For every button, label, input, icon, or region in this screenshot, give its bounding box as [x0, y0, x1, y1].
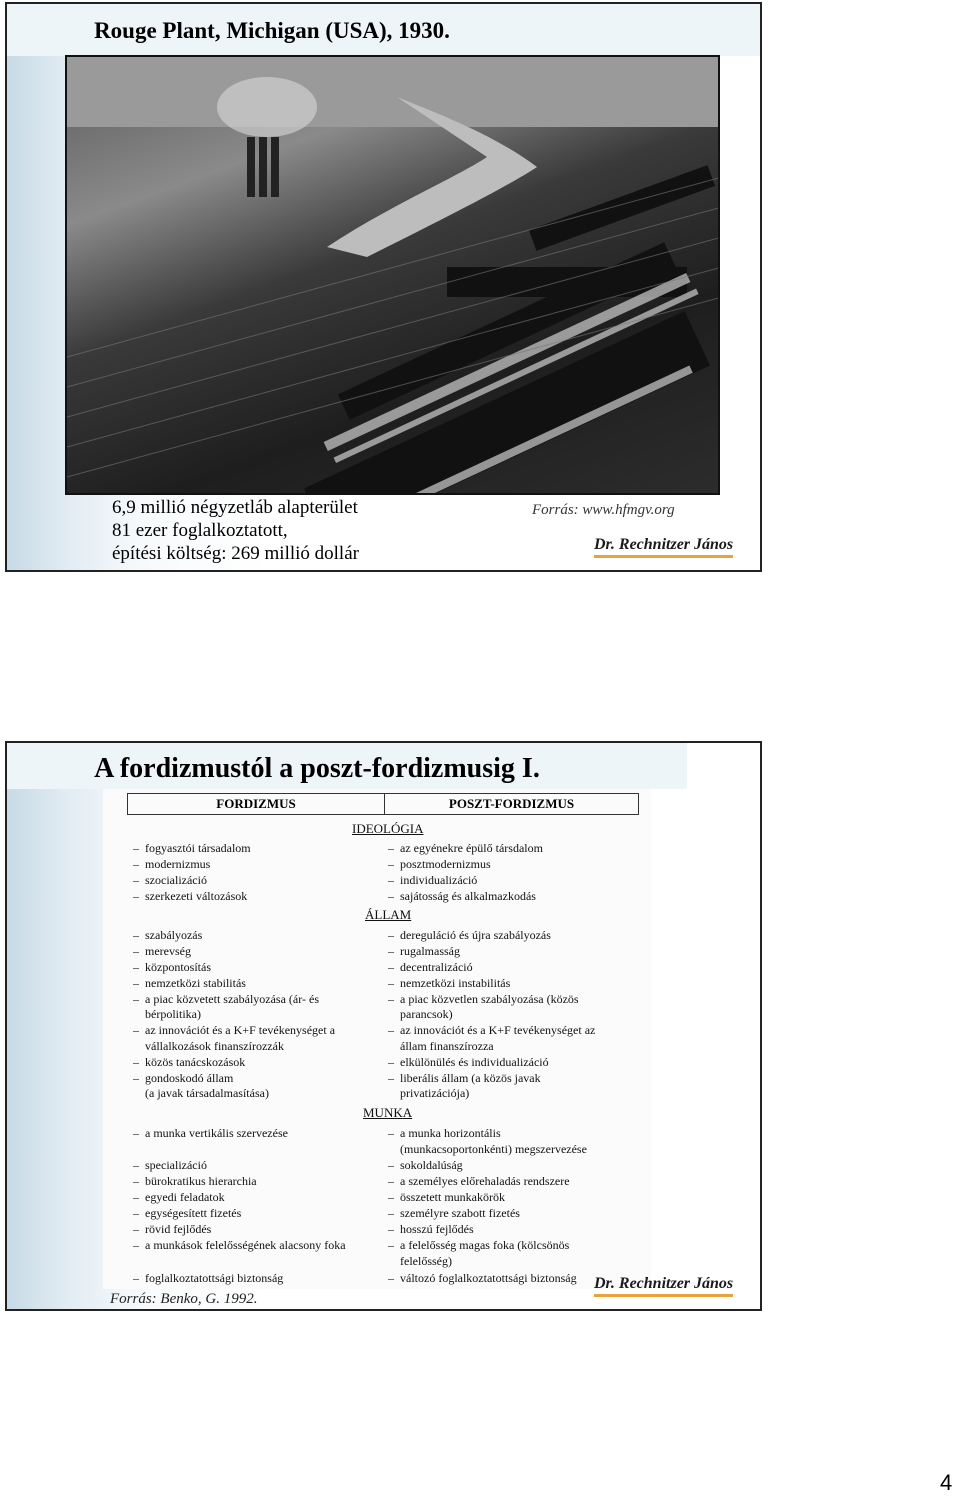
table-row: – liberális állam (a közös javak: [388, 1071, 541, 1085]
table-row: – bürokratikus hierarchia: [133, 1174, 257, 1188]
table-row: – decentralizáció: [388, 960, 473, 974]
caption-line: 6,9 millió négyzetláb alapterület: [112, 497, 358, 518]
caption-line: építési költség: 269 millió dollár: [112, 543, 359, 564]
author-name: Dr. Rechnitzer János: [594, 536, 733, 558]
table-row: – merevség: [133, 944, 191, 958]
table-row: – a munkások felelősségének alacsony foka: [133, 1238, 346, 1252]
table-row: – a felelősség magas foka (kölcsönös: [388, 1238, 570, 1252]
table-row: – modernizmus: [133, 857, 211, 871]
caption-line: 81 ezer foglalkoztatott,: [112, 520, 288, 541]
table-row: – rövid fejlődés: [133, 1222, 212, 1236]
table-row: – individualizáció: [388, 873, 478, 887]
table-row: – rugalmasság: [388, 944, 460, 958]
table-row: – sokoldalúság: [388, 1158, 463, 1172]
table-row: felelősség): [400, 1254, 452, 1268]
table-row: – szerkezeti változások: [133, 889, 248, 903]
table-row: – foglalkoztatottsági biztonság: [133, 1271, 284, 1285]
table-row: – hosszú fejlődés: [388, 1222, 474, 1236]
table-row: – változó foglalkoztatottsági biztonság: [388, 1271, 577, 1285]
comparison-table: [103, 789, 651, 1289]
source-note: Forrás: www.hfmgv.org: [532, 502, 675, 518]
section-heading-work: MUNKA: [363, 1105, 413, 1120]
table-row: (a javak társadalmasítása): [145, 1086, 269, 1100]
table-row: – fogyasztói társadalom: [133, 841, 251, 855]
section-heading-state: ÁLLAM: [365, 907, 412, 922]
table-row: – szocializáció: [133, 873, 207, 887]
section-heading-ideology: IDEOLÓGIA: [352, 821, 424, 836]
table-row: privatizációja): [400, 1086, 470, 1100]
table-row: – közös tanácskozások: [133, 1055, 246, 1069]
table-row: – a piac közvetlen szabályozása (közös: [388, 992, 579, 1006]
table-row: – az innovációt és a K+F tevékenységet az: [388, 1023, 596, 1037]
table-row: állam finanszírozza: [400, 1039, 494, 1053]
table-row: – nemzetközi instabilitás: [388, 976, 511, 990]
column-header-postfordism: POSZT-FORDIZMUS: [384, 793, 639, 815]
table-row: – nemzetközi stabilitás: [133, 976, 246, 990]
table-row: – az innovációt és a K+F tevékenységet a: [133, 1023, 336, 1037]
slide-rouge-plant: [5, 2, 762, 572]
table-row: – a személyes előrehaladás rendszere: [388, 1174, 570, 1188]
table-row: – specializáció: [133, 1158, 207, 1172]
table-row: – egyedi feladatok: [133, 1190, 225, 1204]
table-row: bérpolitika): [145, 1007, 201, 1021]
table-row: – a munka horizontális: [388, 1126, 501, 1140]
table-row: – összetett munkakörök: [388, 1190, 505, 1204]
plant-caption: [112, 496, 359, 565]
table-row: – a piac közvetett szabályozása (ár- és: [133, 992, 319, 1006]
table-row: – posztmodernizmus: [388, 857, 491, 871]
table-row: parancsok): [400, 1007, 453, 1021]
author-name: Dr. Rechnitzer János: [594, 1275, 733, 1297]
table-row: – sajátosság és alkalmazkodás: [388, 889, 536, 903]
table-row: – szabályozás: [133, 928, 203, 942]
slide-title: A fordizmustól a poszt-fordizmusig I.: [94, 753, 540, 784]
slide-title: Rouge Plant, Michigan (USA), 1930.: [94, 18, 450, 43]
slide-fordism: [5, 741, 762, 1311]
source-note: Forrás: Benko, G. 1992.: [110, 1291, 258, 1307]
table-row: – személyre szabott fizetés: [388, 1206, 520, 1220]
table-row: – az egyénekre épülő társdalom: [388, 841, 543, 855]
column-header-fordism: FORDIZMUS: [127, 793, 385, 815]
table-row: vállalkozások finanszírozzák: [145, 1039, 284, 1053]
page-number: 4: [940, 1470, 953, 1495]
table-row: – a munka vertikális szervezése: [133, 1126, 288, 1140]
table-row: – elkülönülés és individualizáció: [388, 1055, 549, 1069]
table-row: – dereguláció és újra szabályozás: [388, 928, 551, 942]
table-row: (munkacsoportonkénti) megszervezése: [400, 1142, 587, 1156]
aerial-photo: [65, 55, 720, 495]
table-row: – gondoskodó állam: [133, 1071, 234, 1085]
table-row: – központosítás: [133, 960, 211, 974]
table-row: – egységesített fizetés: [133, 1206, 242, 1220]
